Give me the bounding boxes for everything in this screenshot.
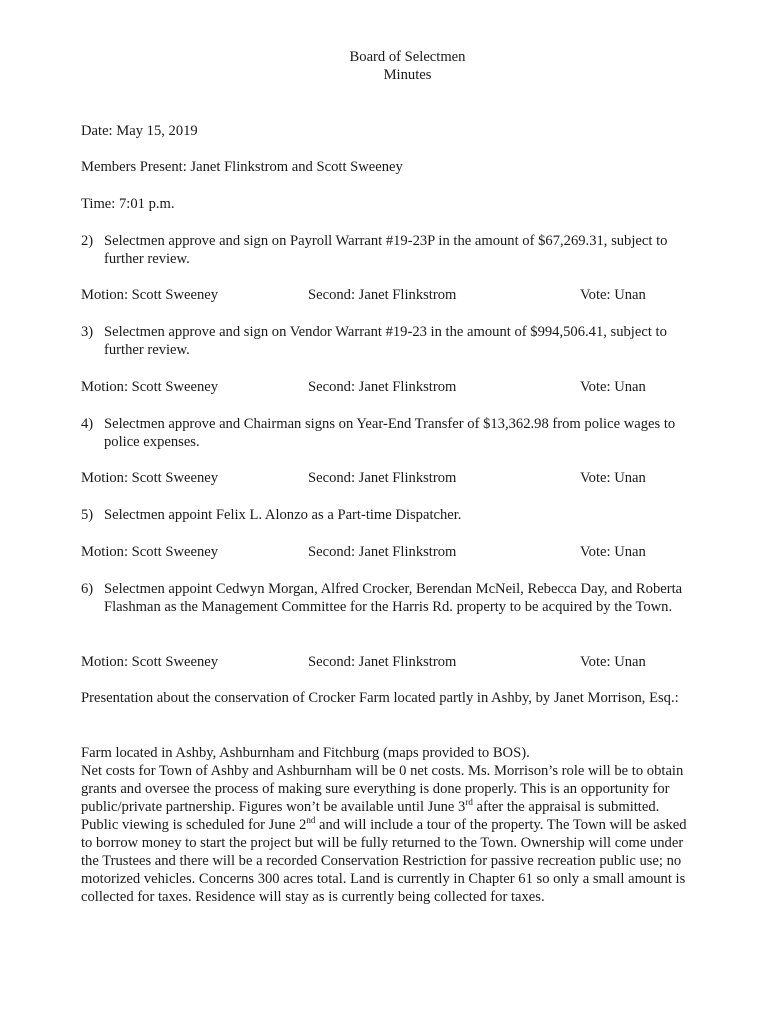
motion-line [81, 286, 681, 304]
vote-result: Vote: Unan [580, 287, 646, 303]
presentation-text-1: Net costs for Town of Ashby and Ashburnham will be 0 net costs. Ms. Morrison’s role will be to obtain grants and oversee the process of making sure everything is done properly. This is an opportunity for public/private partnership. Figures won’t be available until June 3 [81, 763, 684, 815]
motion-by: Motion: Scott Sweeney [81, 654, 219, 670]
second-by: Second: Janet Flinkstrom [308, 544, 457, 560]
motion-line [81, 653, 681, 671]
item-number: 4) [81, 416, 94, 432]
item-number: 2) [81, 233, 94, 249]
second-by: Second: Janet Flinkstrom [308, 654, 457, 670]
agenda-item [81, 506, 691, 524]
presentation-line-1: Farm located in Ashby, Ashburnham and Fitchburg (maps provided to BOS). [81, 745, 530, 761]
motion-line [81, 543, 681, 561]
meeting-date: Date: May 15, 2019 [81, 123, 198, 139]
motion-by: Motion: Scott Sweeney [81, 544, 219, 560]
presentation-body [81, 762, 693, 906]
agenda-item [81, 323, 691, 359]
motion-by: Motion: Scott Sweeney [81, 379, 219, 395]
members-present: Members Present: Janet Flinkstrom and Scott Sweeney [81, 159, 403, 175]
motion-by: Motion: Scott Sweeney [81, 287, 219, 303]
item-number: 5) [81, 507, 94, 523]
meeting-time: Time: 7:01 p.m. [81, 196, 175, 212]
second-by: Second: Janet Flinkstrom [308, 470, 457, 486]
motion-by: Motion: Scott Sweeney [81, 470, 219, 486]
motion-line [81, 469, 681, 487]
item-text: Selectmen approve and sign on Vendor Warrant #19-23 in the amount of $994,506.41, subject to further review. [104, 324, 667, 358]
document-title: Board of Selectmen [349, 49, 466, 65]
presentation-text-2: after the appraisal is submitted. Public viewing is scheduled for June 2 [81, 799, 660, 833]
document-subtitle: Minutes [383, 67, 432, 83]
agenda-item [81, 232, 691, 268]
item-text: Selectmen approve and Chairman signs on Year-End Transfer of $13,362.98 from police wages to police expenses. [104, 416, 676, 450]
vote-result: Vote: Unan [580, 470, 646, 486]
item-text: Selectmen appoint Felix L. Alonzo as a Part-time Dispatcher. [104, 507, 462, 523]
item-text: Selectmen approve and sign on Payroll Warrant #19-23P in the amount of $67,269.31, subject to further review. [104, 233, 668, 267]
second-by: Second: Janet Flinkstrom [308, 379, 457, 395]
item-number: 3) [81, 324, 94, 340]
motion-line [81, 378, 681, 396]
agenda-item [81, 415, 691, 451]
item-text: Selectmen appoint Cedwyn Morgan, Alfred Crocker, Berendan McNeil, Rebecca Day, and Roberta Flashman as the Management Committee for the Harris Rd. property to be acquired by the Town. [104, 581, 683, 615]
presentation-intro: Presentation about the conservation of Crocker Farm located partly in Ashby, by Janet Morrison, Esq.: [81, 690, 679, 706]
presentation-text-3: and will include a tour of the property. The Town will be asked to borrow money to start the project but will be fully returned to the Town. Ownership will come under the Trustees and there will be a recorded Conservation Restriction for passive recreation public use; no motorized vehicles. Concerns 300 acres total. Land is currently in Chapter 61 so only a small amount is collected for taxes. Residence will stay as is currently being collected for taxes. [81, 817, 687, 905]
vote-result: Vote: Unan [580, 654, 646, 670]
item-number: 6) [81, 581, 94, 597]
second-by: Second: Janet Flinkstrom [308, 287, 457, 303]
superscript-rd: rd [465, 797, 473, 808]
agenda-item [81, 580, 691, 616]
presentation-notes [81, 744, 693, 906]
document-header [0, 48, 770, 84]
vote-result: Vote: Unan [580, 379, 646, 395]
superscript-nd: nd [306, 815, 316, 826]
vote-result: Vote: Unan [580, 544, 646, 560]
